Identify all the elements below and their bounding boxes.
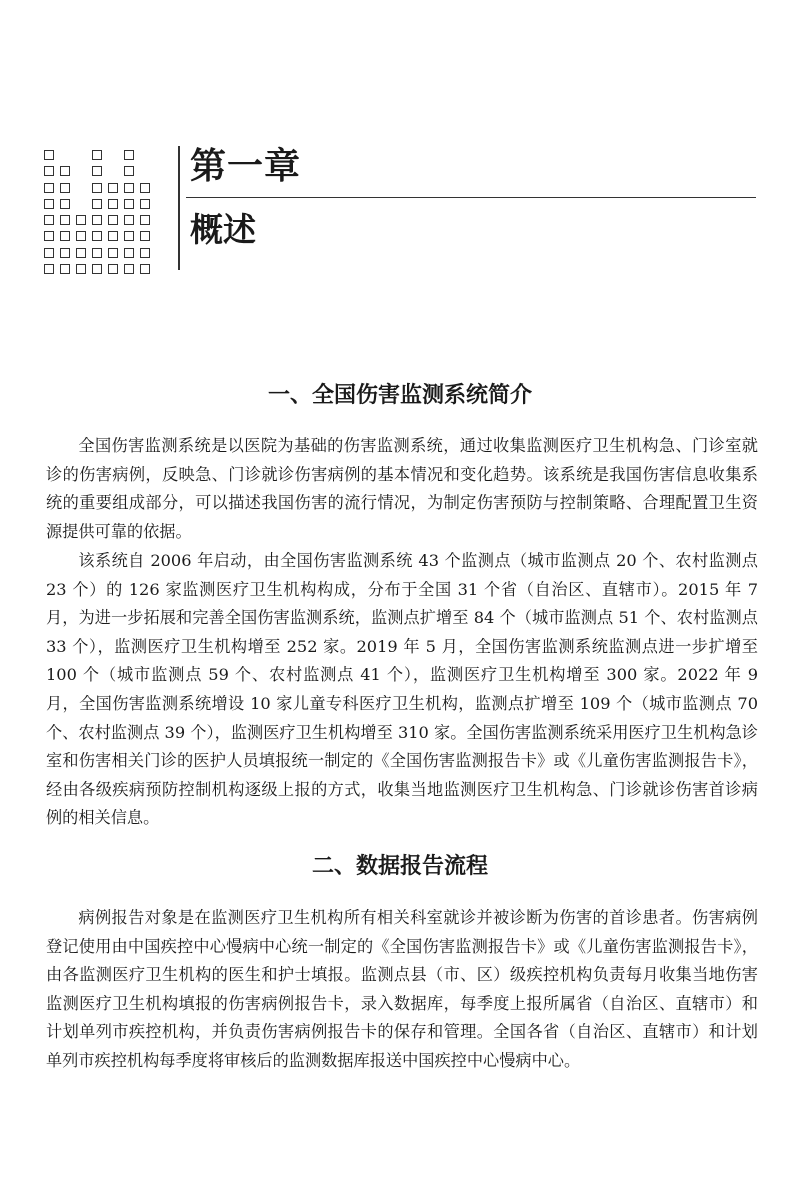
section-heading-reporting-process: 二、数据报告流程 — [311, 854, 488, 879]
chapter-number: 第一章 — [190, 146, 302, 187]
section-1-paragraph-1: 全国伤害监测系统是以医院为基础的伤害监测系统，通过收集监测医疗卫生机构急、门诊室就诊的伤害病例，反映急、门诊就诊伤害病例的基本情况和变化趋势。该系统是我国伤害信息收集系统的重要组成部分，可以描述我国伤害的流行情况，为制定伤害预防与控制策略、合理配置卫生资源提供可靠的依据。 — [46, 436, 758, 541]
section-heading-overview: 一、全国伤害监测系统简介 — [267, 383, 532, 408]
section-1-paragraph-2: 该系统自 2006 年启动，由全国伤害监测系统 43 个监测点（城市监测点 20 个、农村监测点 23 个）的 126 家监测医疗卫生机构构成，分布于全国 31 个省（自治区、直辖市）。2015 年 7 月，为进一步拓展和完善全国伤害监测系统，监测点扩增至 84 个（城市监测点 51 个、农村监测点 33 个），监测医疗卫生机构增至 252 家。2019 年 5 月，全国伤害监测系统监测点进一步扩增至 100 个（城市监测点 59 个、农村监测点 41 个），监测医疗卫生机构增至 300 家。2022 年 9 月，全国伤害监测系统增设 10 家儿童专科医疗卫生机构，监测点扩增至 109 个（城市监测点 70 个、农村监测点 39 个），监测医疗卫生机构增至 310 家。全国伤害监测系统采用医疗卫生机构急诊室和伤害相关门诊的医护人员填报统一制定的《全国伤害监测报告卡》或《儿童伤害监测报告卡》，经由各级疾病预防控制机构逐级上报的方式，收集当地监测医疗卫生机构急、门诊就诊伤害首诊病例的相关信息。 — [46, 551, 758, 828]
chapter-decoration-grid — [44, 150, 170, 280]
chapter-vertical-divider — [178, 146, 180, 270]
chapter-horizontal-rule — [186, 197, 756, 198]
chapter-title: 概述 — [190, 210, 256, 249]
section-2-paragraph-1: 病例报告对象是在监测医疗卫生机构所有相关科室就诊并被诊断为伤害的首诊患者。伤害病例登记使用由中国疾控中心慢病中心统一制定的《全国伤害监测报告卡》或《儿童伤害监测报告卡》，由各监测医疗卫生机构的医生和护士填报。监测点县（市、区）级疾控机构负责每月收集当地伤害监测医疗卫生机构填报的伤害病例报告卡，录入数据库，每季度上报所属省（自治区、直辖市）和计划单列市疾控机构，并负责伤害病例报告卡的保存和管理。全国各省（自治区、直辖市）和计划单列市疾控机构每季度将审核后的监测数据库报送中国疾控中心慢病中心。 — [46, 908, 758, 1070]
